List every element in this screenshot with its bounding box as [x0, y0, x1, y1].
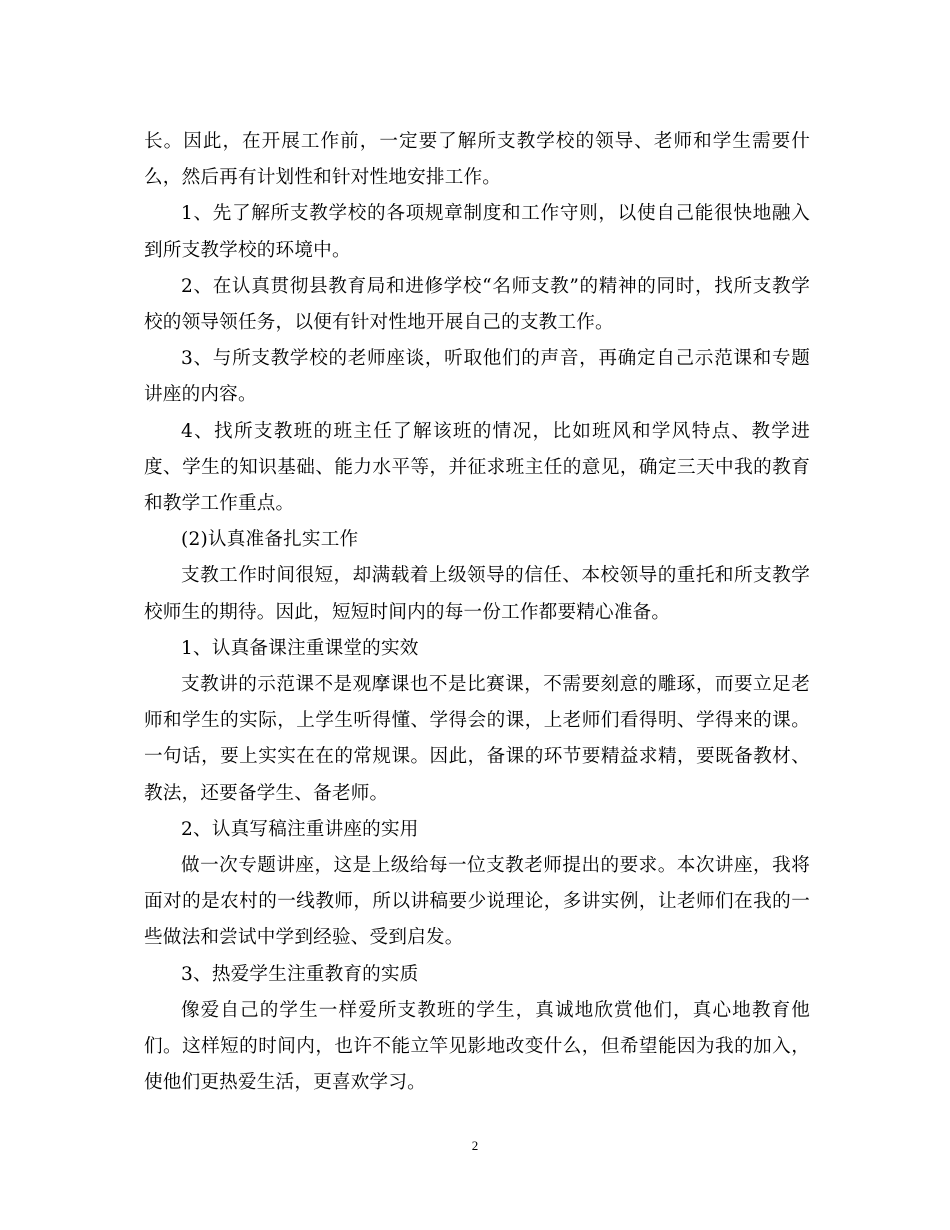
paragraph-4: 3、与所支教学校的老师座谈，听取他们的声音，再确定自己示范课和专题讲座的内容。 [144, 348, 810, 406]
subheading-1: 1、认真备课注重课堂的实效 [181, 637, 419, 659]
paragraph-13: 像爱自己的学生一样爱所支教班的学生，真诚地欣赏他们，真心地教育他们。这样短的时间内，也许不能立竿见影地改变什么，但希望能因为我的加入，使他们更热爱生活，更喜欢学习。 [144, 999, 810, 1094]
subheading-2: 2、认真写稿注重讲座的实用 [181, 818, 419, 840]
section-heading-2: (2)认真准备扎实工作 [181, 529, 359, 551]
document-body [144, 124, 810, 1101]
paragraph-3: 2、在认真贯彻县教育局和进修学校“名师支教”的精神的同时，找所支教学校的领导领任务，以便有针对性地开展自己的支教工作。 [144, 275, 810, 334]
paragraph-11: 做一次专题讲座，这是上级给每一位支教老师提出的要求。本次讲座，我将面对的是农村的一线教师，所以讲稿要少说理论，多讲实例，让老师们在我的一些做法和尝试中学到经验、受到启发。 [144, 855, 810, 949]
paragraph-5: 4、找所支教班的班主任了解该班的情况，比如班风和学风特点、教学进度、学生的知识基础、能力水平等，并征求班主任的意见，确定三天中我的教育和教学工作重点。 [144, 420, 810, 515]
subheading-3: 3、热爱学生注重教育的实质 [181, 963, 419, 985]
paragraph-2: 1、先了解所支教学校的各项规章制度和工作守则，以使自己能很快地融入到所支教学校的环境中。 [144, 203, 810, 261]
page-number: 2 [471, 1138, 479, 1153]
paragraph-9: 支教讲的示范课不是观摩课也不是比赛课，不需要刻意的雕琢，而要立足老师和学生的实际，上学生听得懂、学得会的课，上老师们看得明、学得来的课。一句话，要上实实在在的常规课。因此，备课的环节要精益求精，要既备教材、教法，还要备学生、备老师。 [144, 674, 810, 804]
paragraph-7: 支教工作时间很短，却满载着上级领导的信任、本校领导的重托和所支教学校师生的期待。因此，短短时间内的每一份工作都要精心准备。 [144, 565, 810, 623]
paragraph-1: 长。因此，在开展工作前，一定要了解所支教学校的领导、老师和学生需要什么，然后再有计划性和针对性地安排工作。 [144, 131, 810, 189]
